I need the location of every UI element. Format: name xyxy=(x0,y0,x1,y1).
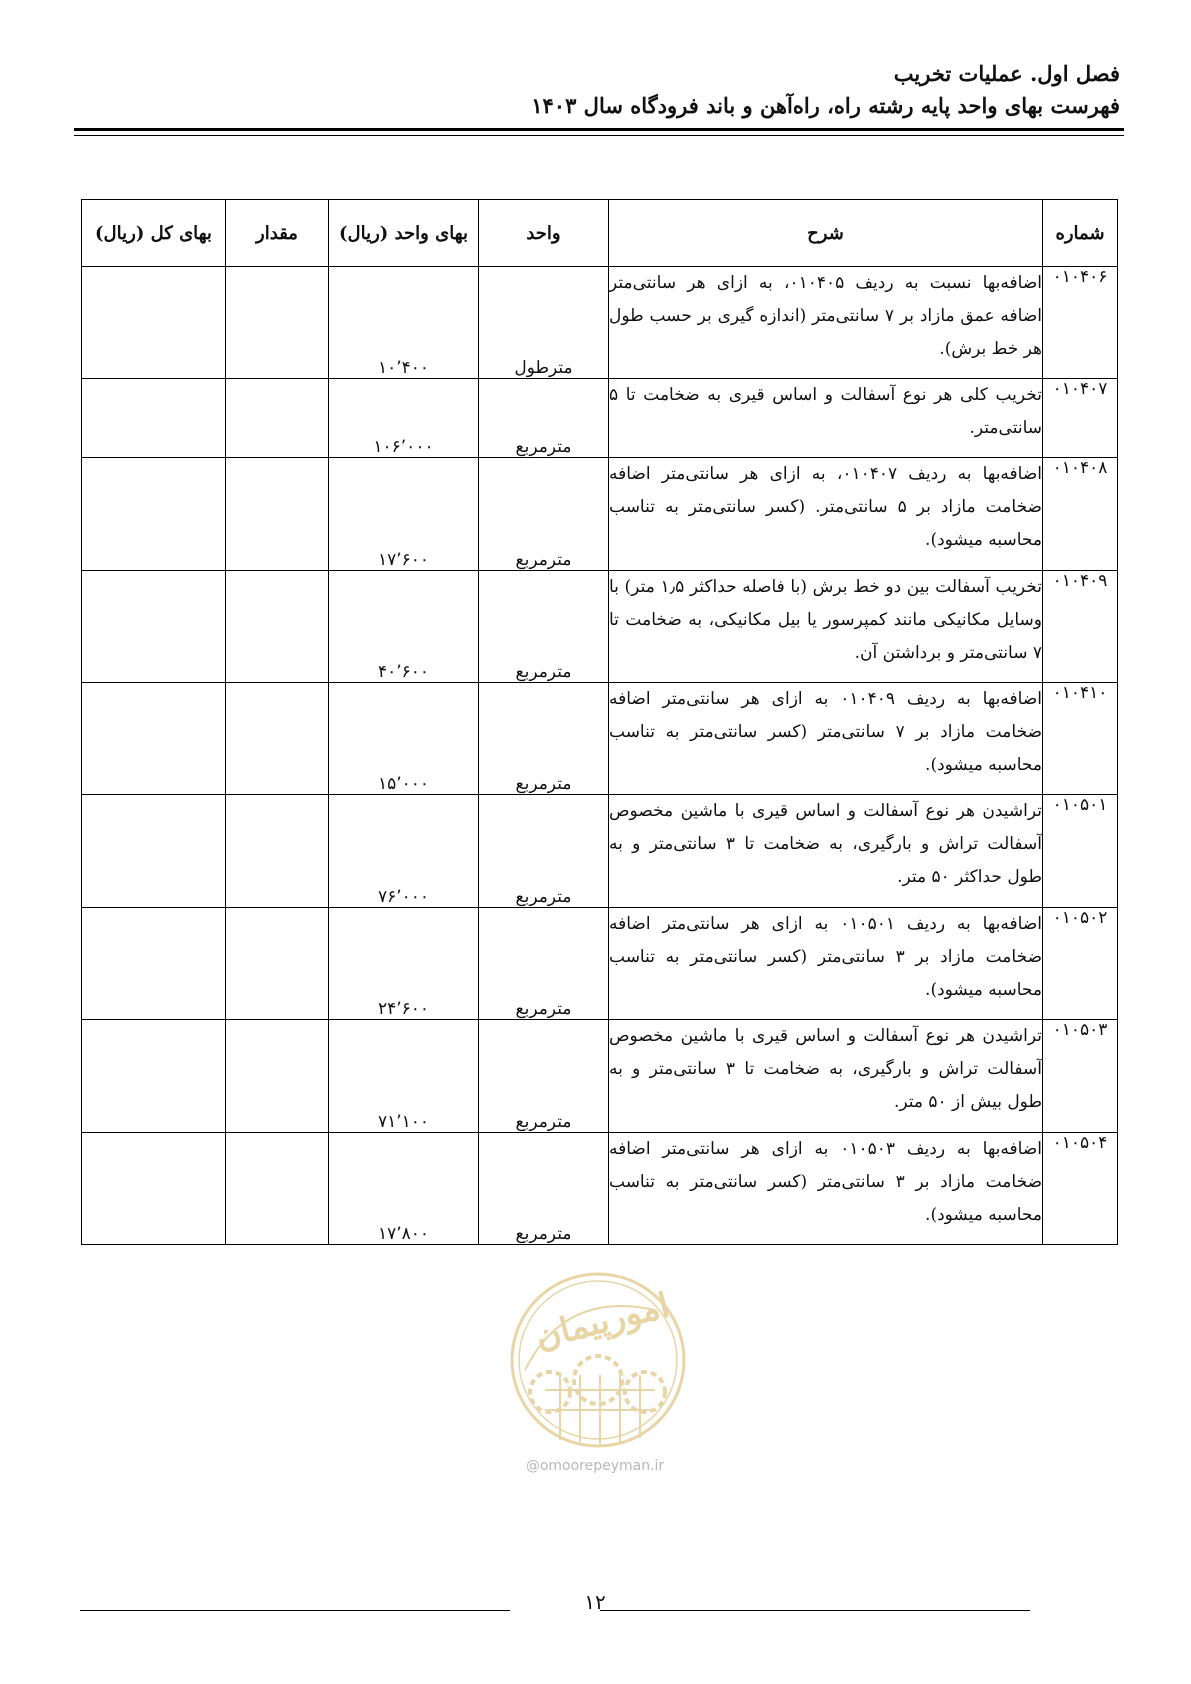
row-number: ۰۱۰۵۰۴ xyxy=(1043,1133,1118,1245)
header-rule-thick xyxy=(74,128,1124,131)
footer-rule-right xyxy=(600,1610,1030,1611)
row-unit-price: ۱۰۶٬۰۰۰ xyxy=(329,379,479,458)
row-quantity xyxy=(226,683,329,795)
row-quantity xyxy=(226,571,329,683)
header-quantity: مقدار xyxy=(226,200,329,267)
row-unit-price: ۱۷٬۶۰۰ xyxy=(329,458,479,571)
table-row xyxy=(82,1020,1118,1133)
row-total-price xyxy=(82,571,226,683)
footer-rule-left xyxy=(80,1610,510,1611)
row-total-price xyxy=(82,795,226,908)
row-number: ۰۱۰۴۰۷ xyxy=(1043,379,1118,458)
row-number: ۰۱۰۴۰۶ xyxy=(1043,267,1118,379)
row-unit: مترمربع xyxy=(479,1020,609,1133)
header-unit: واحد xyxy=(479,200,609,267)
table-row xyxy=(82,1133,1118,1245)
row-number: ۰۱۰۴۱۰ xyxy=(1043,683,1118,795)
row-description: اضافه‌بها به ردیف ۰۱۰۴۰۹ به ازای هر سانتی‌متر اضافه ضخامت مازاد بر ۷ سانتی‌متر (کسر سانتی‌متر به تناسب محاسبه میشود). xyxy=(609,683,1043,795)
header-rule-thin xyxy=(74,135,1124,136)
header-description: شرح xyxy=(609,200,1043,267)
row-number: ۰۱۰۵۰۲ xyxy=(1043,908,1118,1020)
row-quantity xyxy=(226,795,329,908)
row-description: اضافه‌بها به ردیف ۰۱۰۵۰۱ به ازای هر سانتی‌متر اضافه ضخامت مازاد بر ۳ سانتی‌متر (کسر سانتی‌متر به تناسب محاسبه میشود). xyxy=(609,908,1043,1020)
row-description: تراشیدن هر نوع آسفالت و اساس قیری با ماشین مخصوص آسفالت تراش و بارگیری، به ضخامت تا ۳ سانتی‌متر و به طول حداکثر ۵۰ متر. xyxy=(609,795,1043,908)
row-number: ۰۱۰۴۰۹ xyxy=(1043,571,1118,683)
page-number: ۱۲ xyxy=(584,1590,606,1614)
watermark-website: @omoorepeyman.ir xyxy=(525,1458,665,1474)
row-unit: مترمربع xyxy=(479,683,609,795)
row-quantity xyxy=(226,908,329,1020)
row-unit: مترمربع xyxy=(479,571,609,683)
svg-text:امورپیمان: امورپیمان xyxy=(531,1285,674,1358)
price-list-table xyxy=(81,199,1118,1245)
row-unit: مترمربع xyxy=(479,795,609,908)
chapter-title: فصل اول. عملیات تخریب xyxy=(893,61,1120,86)
header-unit-price: بهای واحد (ریال) xyxy=(329,200,479,267)
row-unit-price: ۴۰٬۶۰۰ xyxy=(329,571,479,683)
row-unit: مترمربع xyxy=(479,1133,609,1245)
table-row xyxy=(82,571,1118,683)
row-unit-price: ۱۰٬۴۰۰ xyxy=(329,267,479,379)
table-header-row xyxy=(82,200,1118,267)
row-description: اضافه‌بها به ردیف ۰۱۰۵۰۳ به ازای هر سانتی‌متر اضافه ضخامت مازاد بر ۳ سانتی‌متر (کسر سانتی‌متر به تناسب محاسبه میشود). xyxy=(609,1133,1043,1245)
table-row xyxy=(82,908,1118,1020)
row-description: تخریب آسفالت بین دو خط برش (با فاصله حداکثر ۱٫۵ متر) با وسایل مکانیکی مانند کمپرسور یا بیل مکانیکی، به ضخامت تا ۷ سانتی‌متر و برداشتن آن. xyxy=(609,571,1043,683)
header-number: شماره xyxy=(1043,200,1118,267)
row-quantity xyxy=(226,1133,329,1245)
row-unit-price: ۱۵٬۰۰۰ xyxy=(329,683,479,795)
table-row xyxy=(82,458,1118,571)
row-total-price xyxy=(82,908,226,1020)
row-quantity xyxy=(226,379,329,458)
row-unit-price: ۷۶٬۰۰۰ xyxy=(329,795,479,908)
row-description: اضافه‌بها به ردیف ۰۱۰۴۰۷، به ازای هر سانتی‌متر اضافه ضخامت مازاد بر ۵ سانتی‌متر. (کسر سانتی‌متر به تناسب محاسبه میشود). xyxy=(609,458,1043,571)
row-description: تراشیدن هر نوع آسفالت و اساس قیری با ماشین مخصوص آسفالت تراش و بارگیری، به ضخامت تا ۳ سانتی‌متر و به طول بیش از ۵۰ متر. xyxy=(609,1020,1043,1133)
header-total-price: بهای کل (ریال) xyxy=(82,200,226,267)
row-total-price xyxy=(82,458,226,571)
row-quantity xyxy=(226,1020,329,1133)
page-header xyxy=(74,58,1120,122)
row-number: ۰۱۰۵۰۱ xyxy=(1043,795,1118,908)
row-total-price xyxy=(82,683,226,795)
row-total-price xyxy=(82,379,226,458)
row-unit: مترمربع xyxy=(479,458,609,571)
table-row xyxy=(82,267,1118,379)
row-description: اضافه‌بها نسبت به ردیف ۰۱۰۴۰۵، به ازای هر سانتی‌متر اضافه عمق مازاد بر ۷ سانتی‌متر (اندازه گیری بر حسب طول هر خط برش). xyxy=(609,267,1043,379)
document-title: فهرست بهای واحد پایه رشته راه، راه‌آهن و باند فرودگاه سال ۱۴۰۳ xyxy=(531,93,1120,118)
row-total-price xyxy=(82,1020,226,1133)
watermark-seal-logo xyxy=(505,1270,691,1450)
row-quantity xyxy=(226,267,329,379)
row-unit-price: ۲۴٬۶۰۰ xyxy=(329,908,479,1020)
table-row xyxy=(82,795,1118,908)
row-description: تخریب کلی هر نوع آسفالت و اساس قیری به ضخامت تا ۵ سانتی‌متر. xyxy=(609,379,1043,458)
row-unit-price: ۱۷٬۸۰۰ xyxy=(329,1133,479,1245)
row-unit: مترمربع xyxy=(479,908,609,1020)
row-total-price xyxy=(82,1133,226,1245)
row-unit-price: ۷۱٬۱۰۰ xyxy=(329,1020,479,1133)
row-unit: مترمربع xyxy=(479,379,609,458)
row-quantity xyxy=(226,458,329,571)
row-total-price xyxy=(82,267,226,379)
row-number: ۰۱۰۵۰۳ xyxy=(1043,1020,1118,1133)
row-unit: مترطول xyxy=(479,267,609,379)
table-row xyxy=(82,379,1118,458)
table-row xyxy=(82,683,1118,795)
row-number: ۰۱۰۴۰۸ xyxy=(1043,458,1118,571)
